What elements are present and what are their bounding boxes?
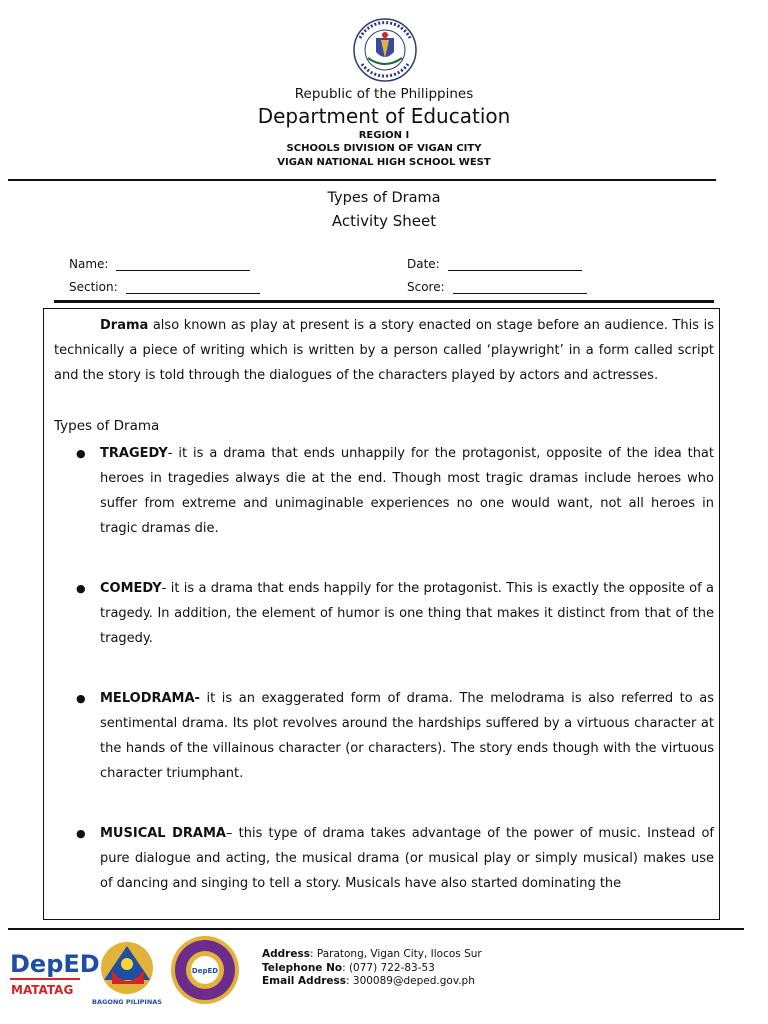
score-label: Score: xyxy=(407,280,445,294)
header-divider xyxy=(8,179,716,181)
department-title: Department of Education xyxy=(257,104,511,128)
bullet-icon: ● xyxy=(76,692,86,705)
republic-label: Republic of the Philippines xyxy=(294,86,474,102)
date-field[interactable] xyxy=(407,257,582,271)
list-item-melodrama xyxy=(54,686,714,786)
overlapping-text-artifact xyxy=(54,294,714,308)
content-box xyxy=(43,308,720,920)
item-text: – this type of drama takes advantage of the power of music. Instead of pure dialogue and acting, the musical drama (or musical play or simply musical) makes use of dancing and singing to tell a story. Musicals have also started dominating the xyxy=(100,826,714,891)
name-field[interactable] xyxy=(69,257,250,271)
content-body xyxy=(54,313,714,931)
item-term: MELODRAMA- xyxy=(100,691,200,706)
types-heading: Types of Drama xyxy=(54,418,160,434)
deped-matatag-logo xyxy=(8,942,100,1000)
intro-term: Drama xyxy=(100,318,149,333)
bagong-pilipinas-logo xyxy=(92,940,162,1008)
list-item-musical-drama xyxy=(54,821,714,896)
bullet-icon: ● xyxy=(76,827,86,840)
address-value: : Paratong, Vigan City, Ilocos Sur xyxy=(309,948,482,960)
bullet-icon: ● xyxy=(76,582,86,595)
name-blank[interactable] xyxy=(116,258,250,271)
deped-wordmark: DepED xyxy=(10,950,100,978)
telephone-label: Telephone No xyxy=(262,961,343,974)
intro-paragraph xyxy=(54,313,714,388)
item-term: COMEDY xyxy=(100,581,162,596)
section-blank[interactable] xyxy=(126,281,260,294)
item-text: - it is a drama that ends unhappily for the protagonist, opposite of the idea that heroes in tragedies always die at the end. Though most tragic dramas include heroes who suffer from extreme and unimaginable experiences no one would want, not all heroes in tragic dramas die. xyxy=(100,446,714,536)
document-title: Types of Drama xyxy=(327,190,441,206)
seal-text: KAGAWARAN NG EDUKASYON xyxy=(350,18,365,19)
date-label: Date: xyxy=(407,257,440,271)
item-term: MUSICAL DRAMA xyxy=(100,826,226,841)
date-blank[interactable] xyxy=(448,258,582,271)
bagong-pilipinas-text: BAGONG PILIPINAS xyxy=(92,998,162,1006)
item-text: - it is a drama that ends happily for the protagonist. This is exactly the opposite of a tragedy. In addition, the element of humor is one thing that makes it distinct from that of the tragedy. xyxy=(100,581,714,646)
section-label: Section: xyxy=(69,280,118,294)
list-item-tragedy xyxy=(54,441,714,541)
document-subtitle: Activity Sheet xyxy=(331,212,437,230)
bullet-icon: ● xyxy=(76,447,86,460)
region-label: REGION I xyxy=(358,130,410,141)
deped-seal-logo xyxy=(350,18,420,82)
item-text: it is an exaggerated form of drama. The melodrama is also referred to as sentimental drama. Its plot revolves around the hardships suffered by a virtuous character at the hands of the villainous character (or characters). The story ends though with the virtuous character triumphant. xyxy=(100,691,714,781)
division-label: SCHOOLS DIVISION OF VIGAN CITY xyxy=(286,143,482,154)
list-item-comedy xyxy=(54,576,714,651)
email-label: Email Address xyxy=(262,975,347,987)
school-seal-logo xyxy=(170,935,240,1005)
telephone-line xyxy=(262,962,482,976)
section-field[interactable] xyxy=(69,280,260,294)
school-label: VIGAN NATIONAL HIGH SCHOOL WEST xyxy=(277,157,491,168)
intro-text: also known as play at present is a story enacted on stage before an audience. This is technically a piece of writing which is written by a person called ‘playwright’ in a form called script and the story is told through the dialogues of the characters played by actors and actresses. xyxy=(54,318,714,383)
contact-info xyxy=(262,948,482,989)
address-label: Address xyxy=(262,948,310,960)
matatag-wordmark: MATATAG xyxy=(11,983,74,997)
score-blank[interactable] xyxy=(453,281,587,294)
score-field[interactable] xyxy=(407,280,587,294)
address-line xyxy=(262,948,482,962)
footer-divider xyxy=(8,928,744,930)
email-line xyxy=(262,975,482,989)
name-label: Name: xyxy=(69,257,109,271)
telephone-value: : (077) 722-83-53 xyxy=(342,961,435,974)
item-term: TRAGEDY xyxy=(100,446,168,461)
email-value[interactable]: : 300089@deped.gov.ph xyxy=(346,975,475,987)
school-seal-center-text: DepED xyxy=(191,967,219,975)
